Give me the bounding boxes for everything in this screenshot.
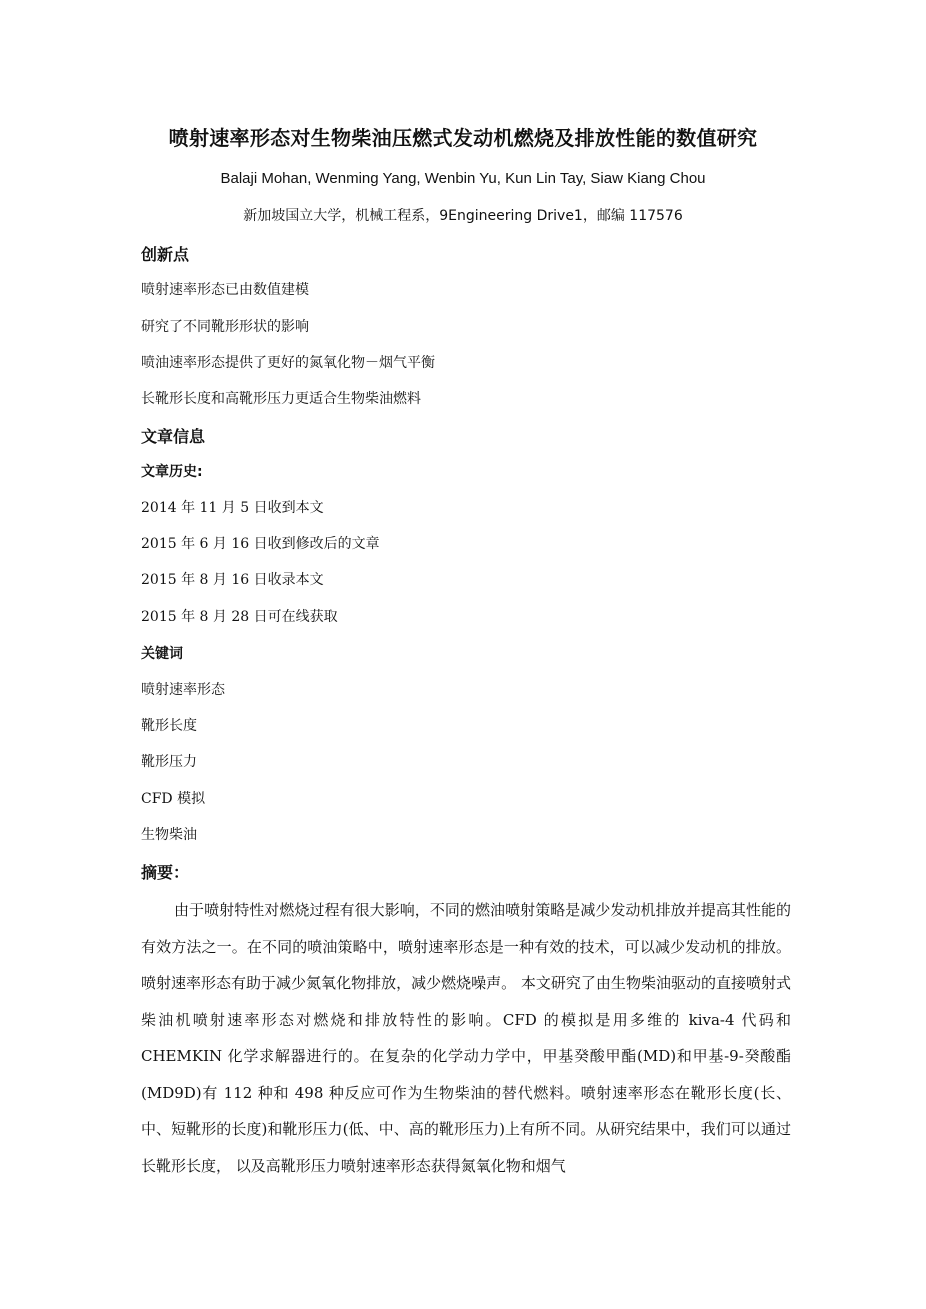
keywords-heading: 关键词 xyxy=(141,646,183,662)
highlights-heading: 创新点 xyxy=(141,245,190,264)
abstract-body: 由于喷射特性对燃烧过程有很大影响，不同的燃油喷射策略是减少发动机排放并提高其性能的有效方法之一。在不同的喷油策略中，喷射速率形态是一种有效的技术，可以减少发动机的排放。喷射速率形态有助于减少氮氧化物排放，减少燃烧噪声。 本文研究了由生物柴油驱动的直接喷射式柴油机喷射速率形态对燃烧和排放特性的影响。CFD 的模拟是用多维的 kiva-4 代码和 CHEMKIN 化学求解器进行的。在复杂的化学动力学中，甲基癸酸甲酯(MD)和甲基-9-癸酸酯(MD9D)有 112 种和 498 种反应可作为生物柴油的替代燃料。喷射速率形态在靴形长度(长、中、短靴形的长度)和靴形压力(低、中、高的靴形压力)上有所不同。从研究结果中，我们可以通过长靴形长度， 以及高靴形压力喷射速率形态获得氮氧化物和烟气 xyxy=(141,901,791,1175)
paper-title: 喷射速率形态对生物柴油压燃式发动机燃烧及排放性能的数值研究 xyxy=(168,126,758,150)
history-item: 2015 年 8 月 16 日收录本文 xyxy=(141,572,324,588)
highlight-item: 研究了不同靴形形状的影响 xyxy=(141,319,309,335)
keyword-item: 靴形压力 xyxy=(141,754,197,770)
history-item: 2015 年 8 月 28 日可在线获取 xyxy=(141,609,338,625)
highlight-item: 喷油速率形态提供了更好的氮氧化物－烟气平衡 xyxy=(141,355,435,371)
history-heading: 文章历史: xyxy=(141,464,203,480)
author-list: Balaji Mohan, Wenming Yang, Wenbin Yu, Kun Lin Tay, Siaw Kiang Chou xyxy=(220,170,706,187)
abstract-heading: 摘要： xyxy=(141,863,190,882)
history-item: 2014 年 11 月 5 日收到本文 xyxy=(141,500,324,516)
highlight-item: 长靴形长度和高靴形压力更适合生物柴油燃料 xyxy=(141,391,421,407)
highlight-item: 喷射速率形态已由数值建模 xyxy=(141,282,309,298)
keyword-item: 靴形长度 xyxy=(141,718,197,734)
history-item: 2015 年 6 月 16 日收到修改后的文章 xyxy=(141,536,380,552)
keyword-item: 喷射速率形态 xyxy=(141,682,225,698)
affiliation: 新加坡国立大学，机械工程系，9Engineering Drive1，邮编 117576 xyxy=(243,208,683,224)
article-info-heading: 文章信息 xyxy=(141,427,206,446)
keyword-item: 生物柴油 xyxy=(141,827,197,843)
keyword-item: CFD 模拟 xyxy=(141,791,206,807)
